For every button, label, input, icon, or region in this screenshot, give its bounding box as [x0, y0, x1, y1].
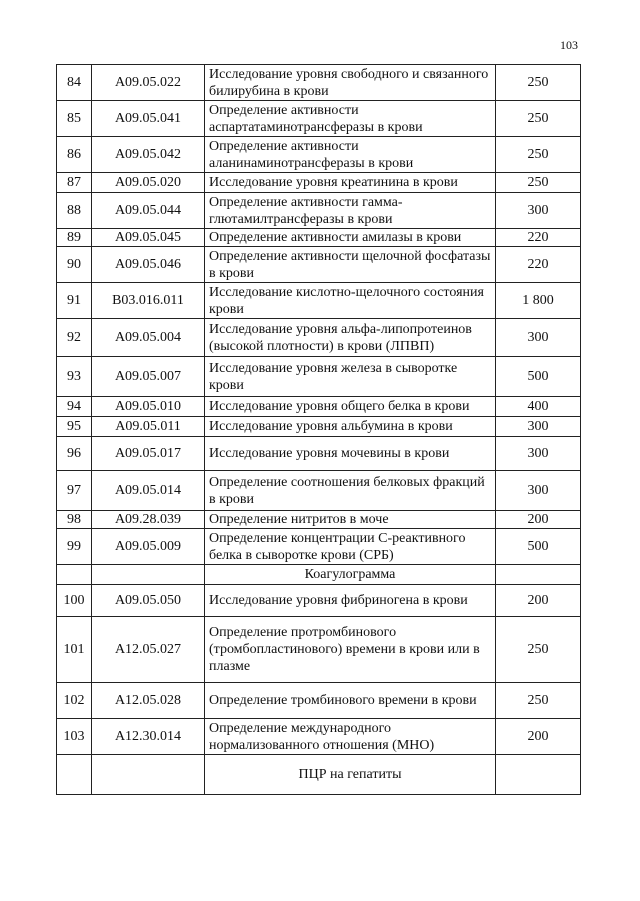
service-name: Определение активности амилазы в крови	[205, 229, 496, 247]
service-name: Определение нитритов в моче	[205, 511, 496, 529]
section-row	[57, 565, 581, 585]
table-row	[57, 193, 581, 229]
service-price: 250	[496, 101, 581, 137]
table-row	[57, 283, 581, 319]
page-number: 103	[560, 38, 578, 52]
table-row	[57, 137, 581, 173]
service-code: A09.05.050	[92, 585, 205, 617]
table-row	[57, 417, 581, 437]
service-code: A09.05.007	[92, 357, 205, 397]
empty-cell	[57, 755, 92, 795]
service-name: Определение международного нормализованного отношения (МНО)	[205, 719, 496, 755]
service-price: 300	[496, 471, 581, 511]
table-row	[57, 471, 581, 511]
section-row	[57, 755, 581, 795]
table-row	[57, 617, 581, 683]
service-price: 250	[496, 617, 581, 683]
row-number: 87	[57, 173, 92, 193]
service-code: A09.05.044	[92, 193, 205, 229]
service-price: 200	[496, 719, 581, 755]
service-name: Определение активности аланинаминотрансферазы в крови	[205, 137, 496, 173]
row-number: 88	[57, 193, 92, 229]
service-name: Исследование кислотно-щелочного состояния крови	[205, 283, 496, 319]
row-number: 101	[57, 617, 92, 683]
table-row	[57, 683, 581, 719]
price-table	[56, 64, 581, 795]
service-name: Определение тромбинового времени в крови	[205, 683, 496, 719]
service-price: 220	[496, 229, 581, 247]
service-name: Определение протромбинового (тромбопластинового) времени в крови или в плазме	[205, 617, 496, 683]
service-name: Исследование уровня альбумина в крови	[205, 417, 496, 437]
service-name: Определение активности щелочной фосфатазы в крови	[205, 247, 496, 283]
row-number: 96	[57, 437, 92, 471]
service-price: 500	[496, 357, 581, 397]
service-name: Исследование уровня общего белка в крови	[205, 397, 496, 417]
service-code: A09.05.042	[92, 137, 205, 173]
service-code: A09.05.017	[92, 437, 205, 471]
service-code: A09.05.010	[92, 397, 205, 417]
row-number: 85	[57, 101, 92, 137]
empty-cell	[496, 755, 581, 795]
service-code: A09.28.039	[92, 511, 205, 529]
service-code: A12.05.028	[92, 683, 205, 719]
service-name: Определение соотношения белковых фракций в крови	[205, 471, 496, 511]
service-name: Исследование уровня свободного и связанного билирубина в крови	[205, 65, 496, 101]
table-row	[57, 173, 581, 193]
service-price: 300	[496, 319, 581, 357]
table-row	[57, 437, 581, 471]
table-row	[57, 397, 581, 417]
empty-cell	[92, 755, 205, 795]
row-number: 100	[57, 585, 92, 617]
service-price: 300	[496, 417, 581, 437]
row-number: 91	[57, 283, 92, 319]
service-price: 1 800	[496, 283, 581, 319]
service-price: 220	[496, 247, 581, 283]
service-price: 250	[496, 65, 581, 101]
row-number: 97	[57, 471, 92, 511]
section-title: Коагулограмма	[205, 565, 496, 585]
row-number: 90	[57, 247, 92, 283]
section-title: ПЦР на гепатиты	[205, 755, 496, 795]
service-code: A12.30.014	[92, 719, 205, 755]
empty-cell	[57, 565, 92, 585]
service-code: A09.05.020	[92, 173, 205, 193]
table-row	[57, 511, 581, 529]
service-name: Исследование уровня фибриногена в крови	[205, 585, 496, 617]
row-number: 98	[57, 511, 92, 529]
service-price: 250	[496, 683, 581, 719]
service-name: Определение активности гамма-глютамилтрансферазы в крови	[205, 193, 496, 229]
service-code: A09.05.011	[92, 417, 205, 437]
service-name: Исследование уровня мочевины в крови	[205, 437, 496, 471]
service-code: B03.016.011	[92, 283, 205, 319]
service-code: A09.05.022	[92, 65, 205, 101]
row-number: 94	[57, 397, 92, 417]
service-name: Исследование уровня креатинина в крови	[205, 173, 496, 193]
service-name: Определение концентрации С-реактивного белка в сыворотке крови (СРБ)	[205, 529, 496, 565]
row-number: 95	[57, 417, 92, 437]
service-code: A09.05.009	[92, 529, 205, 565]
row-number: 93	[57, 357, 92, 397]
table-row	[57, 101, 581, 137]
service-code: A09.05.014	[92, 471, 205, 511]
row-number: 84	[57, 65, 92, 101]
service-price: 300	[496, 193, 581, 229]
table-row	[57, 65, 581, 101]
service-price: 250	[496, 173, 581, 193]
service-name: Исследование уровня железа в сыворотке крови	[205, 357, 496, 397]
service-price: 500	[496, 529, 581, 565]
row-number: 92	[57, 319, 92, 357]
table-row	[57, 247, 581, 283]
service-price: 200	[496, 585, 581, 617]
service-name: Определение активности аспартатаминотрансферазы в крови	[205, 101, 496, 137]
service-code: A12.05.027	[92, 617, 205, 683]
row-number: 86	[57, 137, 92, 173]
service-code: A09.05.045	[92, 229, 205, 247]
table-row	[57, 529, 581, 565]
service-price: 300	[496, 437, 581, 471]
empty-cell	[92, 565, 205, 585]
table-row	[57, 585, 581, 617]
row-number: 89	[57, 229, 92, 247]
row-number: 99	[57, 529, 92, 565]
service-price: 250	[496, 137, 581, 173]
service-code: A09.05.041	[92, 101, 205, 137]
service-price: 200	[496, 511, 581, 529]
service-code: A09.05.004	[92, 319, 205, 357]
row-number: 103	[57, 719, 92, 755]
table-row	[57, 319, 581, 357]
service-code: A09.05.046	[92, 247, 205, 283]
service-price: 400	[496, 397, 581, 417]
table-row	[57, 719, 581, 755]
table-row	[57, 229, 581, 247]
table-row	[57, 357, 581, 397]
row-number: 102	[57, 683, 92, 719]
service-name: Исследование уровня альфа-липопротеинов (высокой плотности) в крови (ЛПВП)	[205, 319, 496, 357]
empty-cell	[496, 565, 581, 585]
